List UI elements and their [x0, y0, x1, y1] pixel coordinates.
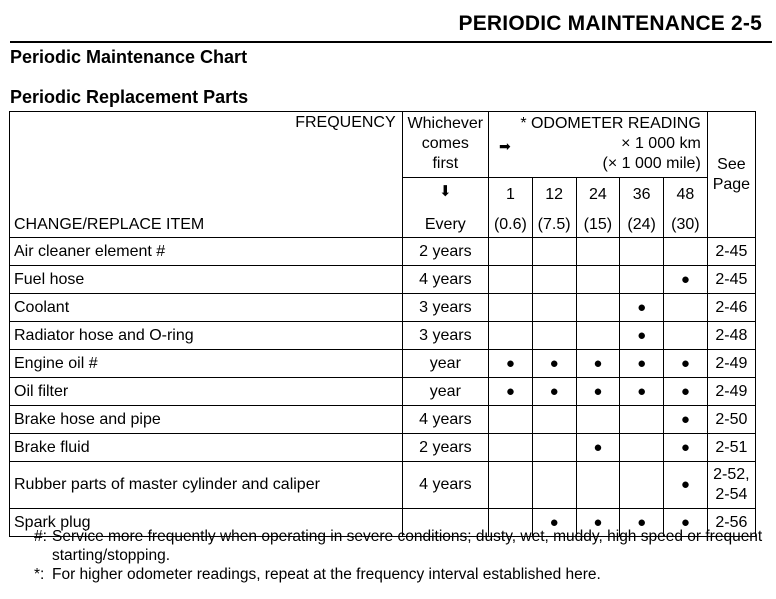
odometer-cell [532, 378, 576, 406]
service-dot-icon: ● [593, 382, 603, 400]
odometer-km: 24 [588, 186, 607, 203]
odometer-column-header [663, 178, 707, 238]
service-dot-icon: ● [505, 382, 515, 400]
see-page-ref: 2-48 [707, 322, 755, 350]
odometer-cell [620, 406, 664, 434]
page-header-title: PERIODIC MAINTENANCE 2-5 [458, 12, 762, 35]
odometer-cell [620, 378, 664, 406]
odometer-cell [489, 378, 533, 406]
service-dot-icon: ● [549, 382, 559, 400]
item-name: Engine oil # [10, 350, 403, 378]
service-dot-icon: ● [593, 438, 603, 456]
odometer-cell [620, 322, 664, 350]
maintenance-table [9, 111, 756, 537]
odometer-cell [489, 406, 533, 434]
table-row [10, 238, 756, 266]
see-page-ref: 2-46 [707, 294, 755, 322]
odometer-cell [576, 434, 620, 462]
odometer-line: (× 1 000 mile) [602, 155, 701, 172]
table-row [10, 406, 756, 434]
odometer-cell [663, 462, 707, 509]
service-dot-icon: ● [637, 298, 647, 316]
service-dot-icon: ● [637, 326, 647, 344]
odometer-cell [620, 294, 664, 322]
table-row [10, 434, 756, 462]
service-dot-icon: ● [637, 354, 647, 372]
table-row [10, 378, 756, 406]
footnote-mark: #: [34, 528, 47, 545]
every-interval: 4 years [402, 406, 488, 434]
every-interval: 3 years [402, 322, 488, 350]
service-dot-icon: ● [593, 513, 603, 531]
odometer-cell [663, 322, 707, 350]
service-dot-icon: ● [680, 410, 690, 428]
odometer-column-header [489, 178, 533, 238]
item-name: Air cleaner element # [10, 238, 403, 266]
section-title: Periodic Maintenance Chart [10, 47, 248, 67]
see-page-ref: 2-51 [707, 434, 755, 462]
every-label: Every [424, 216, 466, 233]
whichever-line: comes [421, 135, 469, 152]
every-interval: 3 years [402, 294, 488, 322]
odometer-cell [576, 294, 620, 322]
header-item-cell [10, 112, 403, 238]
item-name: Coolant [10, 294, 403, 322]
service-dot-icon: ● [593, 354, 603, 372]
item-name: Oil filter [10, 378, 403, 406]
footnote-hash [34, 527, 776, 565]
odometer-cell [489, 294, 533, 322]
service-dot-icon: ● [680, 382, 690, 400]
odometer-cell [663, 378, 707, 406]
odometer-cell [663, 350, 707, 378]
odometer-cell [532, 350, 576, 378]
service-dot-icon: ● [680, 438, 690, 456]
service-dot-icon: ● [680, 270, 690, 288]
see-page-header [707, 112, 755, 238]
item-name: Brake hose and pipe [10, 406, 403, 434]
odometer-cell [663, 266, 707, 294]
odometer-cell [489, 238, 533, 266]
odometer-reading-header [489, 112, 708, 178]
see-page-ref: 2-45 [707, 266, 755, 294]
service-dot-icon: ● [680, 354, 690, 372]
frequency-label: FREQUENCY [295, 114, 396, 131]
odometer-km: 48 [676, 186, 695, 203]
odometer-mile: (15) [583, 216, 613, 233]
odometer-cell [620, 266, 664, 294]
odometer-column-header [576, 178, 620, 238]
footnote-mark: *: [34, 566, 45, 583]
right-arrow-icon: ➡ [499, 138, 511, 154]
service-dot-icon: ● [549, 513, 559, 531]
odometer-mile: (24) [627, 216, 656, 233]
table-row [10, 322, 756, 350]
odometer-line: × 1 000 km [621, 135, 701, 152]
odometer-cell [620, 434, 664, 462]
see-page-ref: 2-52, 2-54 [707, 462, 755, 509]
see-page-ref: 2-49 [707, 350, 755, 378]
odometer-cell [576, 378, 620, 406]
table-row [10, 350, 756, 378]
odometer-cell [663, 406, 707, 434]
footnote-text: Service more frequently when operating in severe conditions; dusty, wet, muddy, high speed or frequent starting/stopping. [52, 528, 763, 564]
odometer-cell [532, 434, 576, 462]
every-interval: 2 years [402, 434, 488, 462]
footnotes [34, 527, 776, 584]
service-dot-icon: ● [637, 513, 647, 531]
odometer-cell [532, 294, 576, 322]
every-interval: 2 years [402, 238, 488, 266]
see-page-line: Page [712, 175, 751, 193]
change-replace-item-label: CHANGE/REPLACE ITEM [14, 216, 205, 233]
service-dot-icon: ● [680, 513, 690, 531]
table-row [10, 266, 756, 294]
odometer-cell [532, 406, 576, 434]
down-arrow-icon: ⬇ [439, 183, 452, 200]
item-name: Fuel hose [10, 266, 403, 294]
odometer-cell [576, 322, 620, 350]
odometer-mile: (7.5) [537, 216, 571, 233]
service-dot-icon: ● [680, 476, 690, 493]
odometer-cell [532, 462, 576, 509]
every-interval: year [402, 350, 488, 378]
odometer-km: 1 [505, 186, 515, 203]
service-dot-icon: ● [637, 382, 647, 400]
table-title: Periodic Replacement Parts [10, 87, 249, 107]
header-rule [10, 41, 772, 43]
service-dot-icon: ● [549, 354, 559, 372]
item-name: Rubber parts of master cylinder and caliper [10, 462, 403, 509]
odometer-cell [663, 238, 707, 266]
odometer-cell [663, 294, 707, 322]
item-name: Spark plug [10, 509, 403, 537]
every-interval: year [402, 378, 488, 406]
odometer-cell [532, 266, 576, 294]
odometer-cell [489, 322, 533, 350]
odometer-cell [489, 266, 533, 294]
whichever-line: Whichever [407, 115, 484, 132]
odometer-cell [620, 350, 664, 378]
every-header [402, 178, 488, 238]
odometer-cell [576, 350, 620, 378]
every-interval: 4 years [402, 266, 488, 294]
see-page-ref: 2-50 [707, 406, 755, 434]
odometer-cell [576, 406, 620, 434]
odometer-cell [489, 434, 533, 462]
whichever-line: first [432, 155, 459, 172]
service-dot-icon: ● [505, 354, 515, 372]
footnote-text: For higher odometer readings, repeat at the frequency interval established here. [52, 566, 601, 583]
whichever-comes-first [402, 112, 488, 178]
odometer-cell [620, 462, 664, 509]
odometer-cell [576, 266, 620, 294]
odometer-cell [576, 238, 620, 266]
odometer-mile: (30) [671, 216, 700, 233]
item-name: Radiator hose and O-ring [10, 322, 403, 350]
odometer-cell [576, 462, 620, 509]
odometer-km: 36 [632, 186, 651, 203]
odometer-mile: (0.6) [493, 216, 527, 233]
odometer-cell [663, 434, 707, 462]
odometer-line: * ODOMETER READING [520, 115, 701, 132]
see-page-ref: 2-56 [707, 509, 755, 537]
odometer-column-header [620, 178, 664, 238]
odometer-cell [532, 238, 576, 266]
item-name: Brake fluid [10, 434, 403, 462]
every-interval: 4 years [402, 462, 488, 509]
odometer-km: 12 [545, 186, 564, 203]
odometer-cell [620, 238, 664, 266]
see-page-ref: 2-49 [707, 378, 755, 406]
odometer-cell [489, 462, 533, 509]
table-row [10, 462, 756, 509]
odometer-cell [532, 322, 576, 350]
footnote-star [34, 565, 776, 584]
odometer-cell [489, 350, 533, 378]
see-page-line: See [717, 155, 746, 173]
see-page-ref: 2-45 [707, 238, 755, 266]
table-row [10, 294, 756, 322]
odometer-column-header [532, 178, 576, 238]
